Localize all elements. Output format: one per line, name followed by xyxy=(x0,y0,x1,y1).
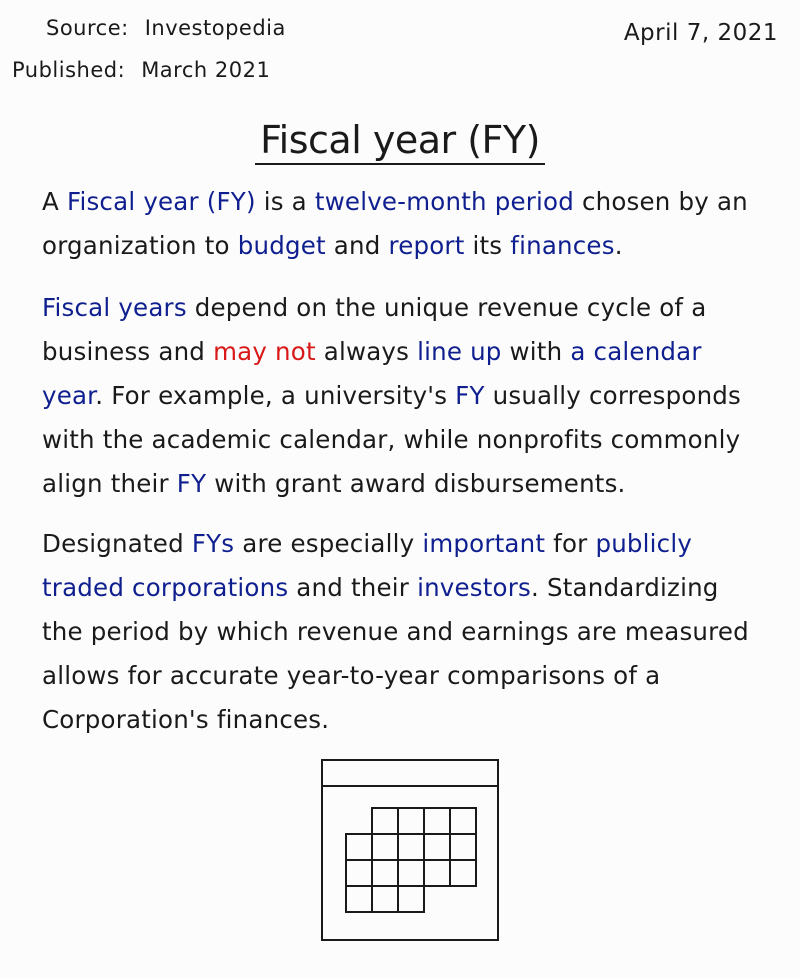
text-line xyxy=(42,610,772,654)
highlight-blue-text: budget xyxy=(237,231,326,260)
text-line xyxy=(42,224,772,268)
highlight-blue-text: traded corporations xyxy=(42,573,289,602)
text-run: with the academic calendar, while nonprofits commonly xyxy=(42,425,741,454)
calendar-grid-cells xyxy=(346,808,476,912)
text-run: allows for accurate year-to-year comparisons of a xyxy=(42,661,661,690)
paragraph-revenue-cycle xyxy=(42,286,772,506)
published-label: Published: xyxy=(12,58,126,82)
highlight-blue-text: FYs xyxy=(191,529,235,558)
text-line xyxy=(42,330,772,374)
source-value: Investopedia xyxy=(144,16,286,40)
title-underline xyxy=(255,163,545,165)
text-run: and their xyxy=(288,573,418,602)
page-title: Fiscal year (FY) xyxy=(260,118,540,162)
highlight-blue-text: report xyxy=(388,231,465,260)
text-run: with xyxy=(501,337,571,366)
text-line xyxy=(42,462,772,506)
text-run: . xyxy=(614,231,623,260)
published-value: March 2021 xyxy=(141,58,271,82)
highlight-blue-text: twelve-month period xyxy=(314,187,574,216)
highlight-blue-text: line up xyxy=(417,337,502,366)
text-run: align their xyxy=(42,469,177,498)
text-run: Designated xyxy=(42,529,192,558)
text-run: usually corresponds xyxy=(484,381,742,410)
text-run: Corporation's finances. xyxy=(42,705,330,734)
paragraph-importance xyxy=(42,522,772,742)
text-line xyxy=(42,374,772,418)
text-run: is a xyxy=(255,187,315,216)
source-line xyxy=(46,16,286,40)
source-label: Source: xyxy=(46,16,129,40)
highlight-blue-text: investors xyxy=(417,573,531,602)
text-run: A xyxy=(42,187,67,216)
highlight-blue-text: FY xyxy=(176,469,207,498)
text-run: are especially xyxy=(234,529,423,558)
highlight-red-text: may not xyxy=(213,337,316,366)
highlight-blue-text: finances xyxy=(510,231,615,260)
text-run: for xyxy=(545,529,596,558)
text-run: depend on the unique revenue cycle of a xyxy=(186,293,707,322)
highlight-blue-text: publicly xyxy=(595,529,693,558)
text-line xyxy=(42,566,772,610)
text-line xyxy=(42,286,772,330)
text-run: chosen by an xyxy=(573,187,748,216)
text-run: business and xyxy=(42,337,214,366)
highlight-blue-text: year xyxy=(42,381,96,410)
highlight-blue-text: a calendar xyxy=(570,337,702,366)
calendar-icon xyxy=(318,758,502,944)
highlight-blue-text: important xyxy=(422,529,546,558)
text-line xyxy=(42,522,772,566)
text-run: . For example, a university's xyxy=(95,381,456,410)
highlight-blue-text: FY xyxy=(455,381,485,410)
note-date: April 7, 2021 xyxy=(623,20,778,46)
text-run: organization to xyxy=(42,231,238,260)
text-run: always xyxy=(315,337,418,366)
paragraph-definition xyxy=(42,180,772,268)
text-run: the period by which revenue and earnings are measured xyxy=(42,617,749,646)
text-line xyxy=(42,698,772,742)
highlight-blue-text: Fiscal year (FY) xyxy=(66,187,256,216)
published-line xyxy=(12,58,270,82)
text-run: . Standardizing xyxy=(530,573,719,602)
text-line xyxy=(42,654,772,698)
text-run: and xyxy=(325,231,389,260)
text-line xyxy=(42,418,772,462)
text-run: its xyxy=(464,231,511,260)
text-line xyxy=(42,180,772,224)
text-run: with grant award disbursements. xyxy=(206,469,626,498)
highlight-blue-text: Fiscal years xyxy=(42,293,187,322)
